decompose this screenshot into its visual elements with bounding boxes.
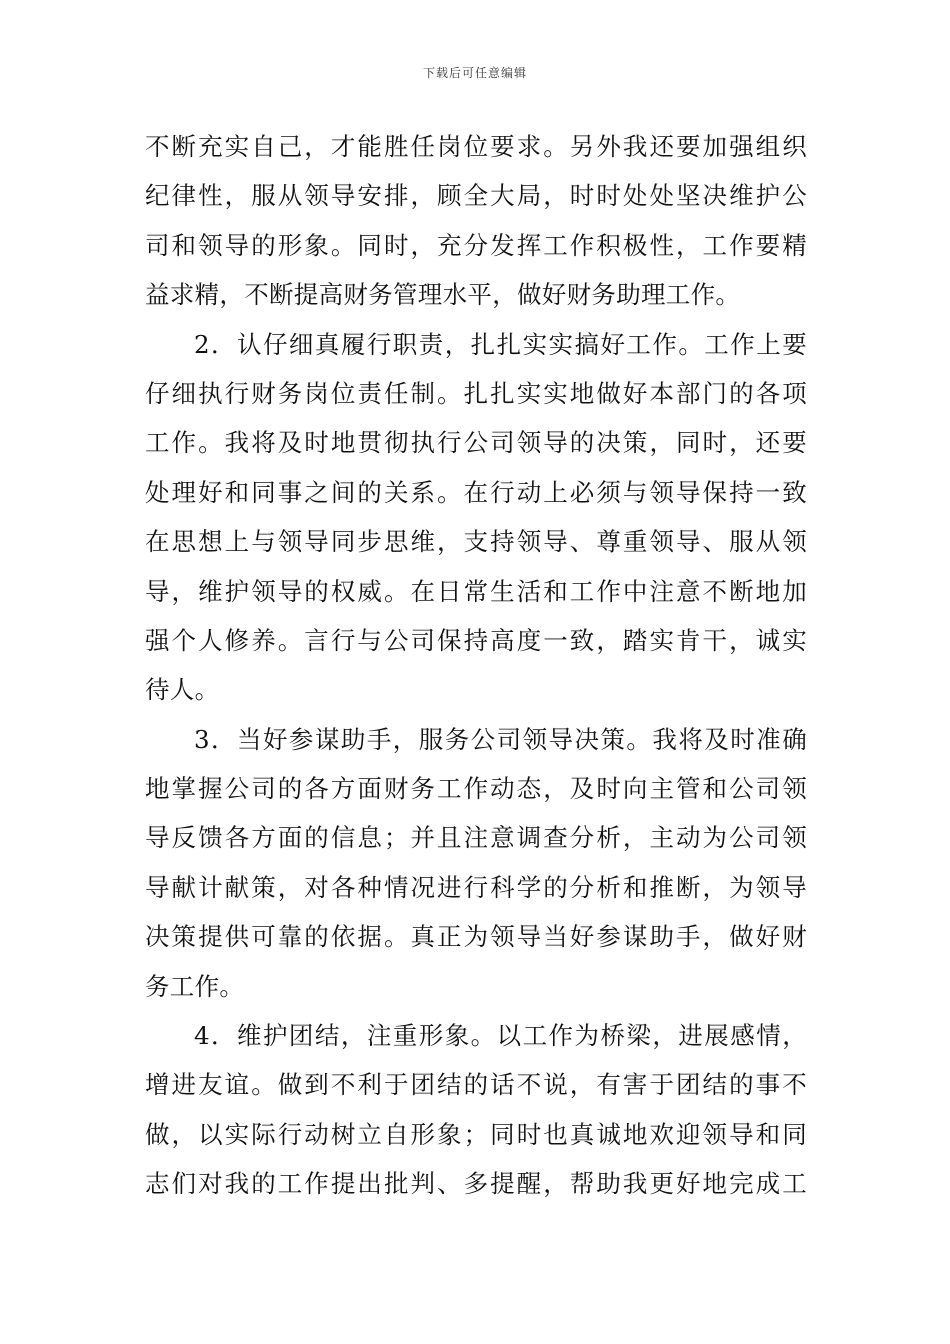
text-line: 待人。 — [145, 675, 220, 705]
paragraph-start-3: 3．当好参谋助手，服务公司领导决策。我将及时准确 — [194, 724, 807, 754]
page-header: 下载后可任意编辑 — [422, 66, 527, 80]
text-line: 仔细执行财务岗位责任制。扎扎实实地做好本部门的各项 — [145, 378, 807, 408]
text-line: 地掌握公司的各方面财务工作动态，及时向主管和公司领 — [145, 774, 807, 804]
paragraph-start-4: 4．维护团结，注重形象。以工作为桥梁，进展感情， — [194, 1021, 807, 1051]
document-body — [145, 122, 807, 1209]
paragraph-start-2: 2．认仔细真履行职责，扎扎实实搞好工作。工作上要 — [194, 329, 807, 359]
text-line: 在思想上与领导同步思维，支持领导、尊重领导、服从领 — [145, 527, 807, 557]
text-line: 益求精，不断提高财务管理水平，做好财务助理工作。 — [145, 280, 741, 310]
text-line: 决策提供可靠的依据。真正为领导当好参谋助手，做好财 — [145, 922, 807, 952]
text-line: 处理好和同事之间的关系。在行动上必须与领导保持一致 — [145, 477, 807, 507]
text-line: 工作。我将及时地贯彻执行公司领导的决策，同时，还要 — [145, 428, 807, 458]
text-line: 志们对我的工作提出批判、多提醒，帮助我更好地完成工 — [145, 1169, 807, 1199]
text-line: 导反馈各方面的信息；并且注意调查分析，主动为公司领 — [145, 823, 807, 853]
text-line: 不断充实自己，才能胜任岗位要求。另外我还要加强组织 — [145, 132, 807, 161]
text-line: 导，维护领导的权威。在日常生活和工作中注意不断地加 — [145, 576, 807, 606]
text-line: 司和领导的形象。同时，充分发挥工作积极性，工作要精 — [145, 230, 807, 260]
text-line: 务工作。 — [145, 971, 245, 1001]
text-line: 做，以实际行动树立自形象；同时也真诚地欢迎领导和同 — [145, 1119, 807, 1149]
text-line: 强个人修养。言行与公司保持高度一致，踏实肯干，诚实 — [145, 625, 807, 655]
text-line: 导献计献策，对各种情况进行科学的分析和推断，为领导 — [145, 872, 807, 902]
text-line: 纪律性，服从领导安排，顾全大局，时时处处坚决维护公 — [145, 181, 807, 211]
text-line: 增进友谊。做到不利于团结的话不说，有害于团结的事不 — [145, 1070, 807, 1100]
